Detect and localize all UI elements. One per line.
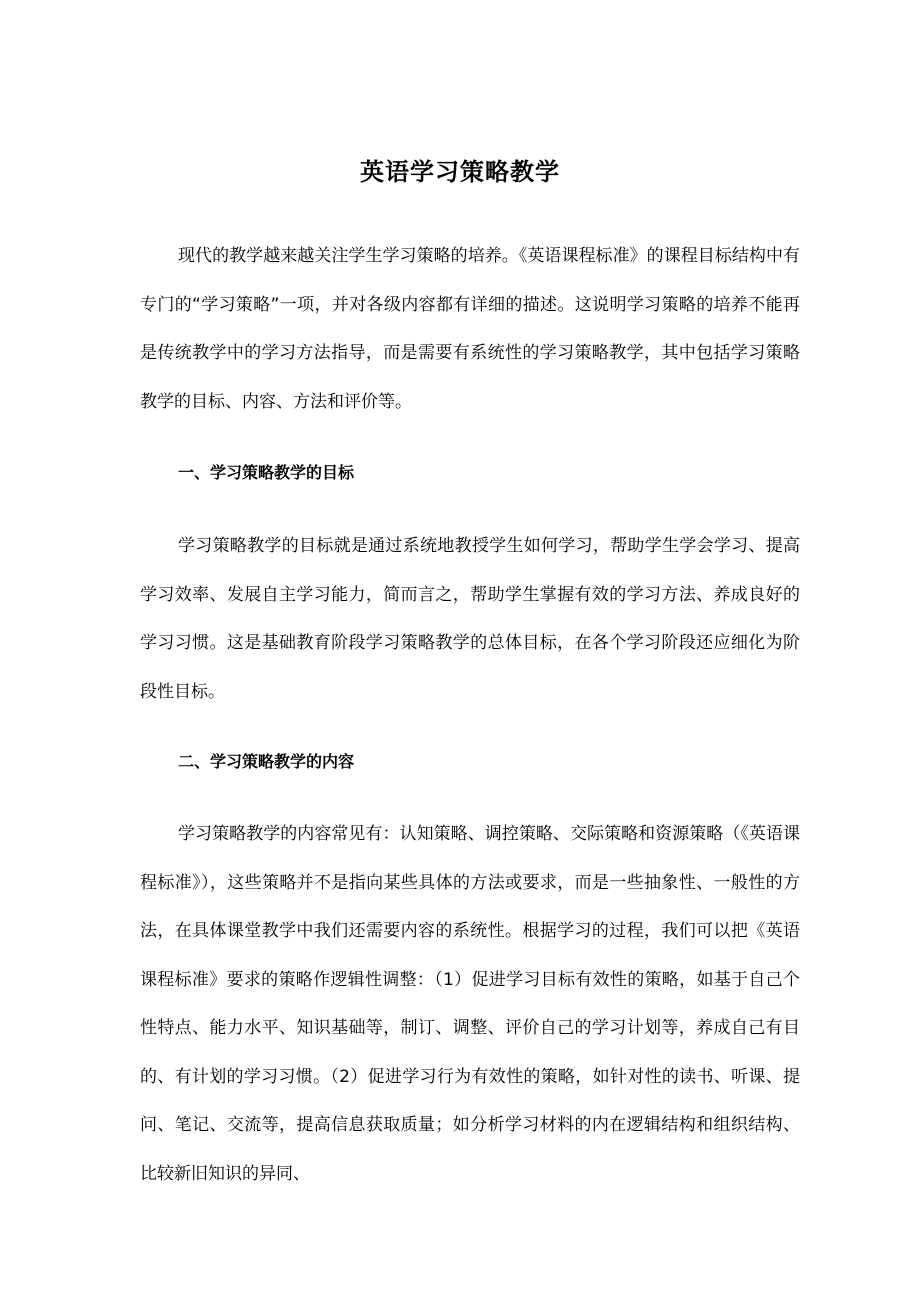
document-title: 英语学习策略教学 bbox=[360, 158, 560, 186]
section-heading-content: 二、学习策略教学的内容 bbox=[178, 752, 355, 771]
content-paragraph: 学习策略教学的内容常见有：认知策略、调控策略、交际策略和资源策略（《英语课程标准》），这些策略并不是指向某些具体的方法或要求，而是一些抽象性、一般性的方法，在具体课堂教学中我们还需要内容的系统性。根据学习的过程，我们可以把《英语课程标准》要求的策略作逻辑性调整：（1）促进学习目标有效性的策略，如基于自己个性特点、能力水平、知识基础等，制订、调整、评价自己的学习计划等，养成自己有目的、有计划的学习习惯。（2）促进学习行为有效性的策略，如针对性的读书、听课、提问、笔记、交流等，提高信息获取质量；如分析学习材料的内在逻辑结构和组织结构、比较新旧知识的异同、 bbox=[140, 824, 800, 1184]
section-heading-goals: 一、学习策略教学的目标 bbox=[178, 463, 355, 482]
goals-paragraph: 学习策略教学的目标就是通过系统地教授学生如何学习，帮助学生学会学习、提高学习效率、发展自主学习能力，简而言之，帮助学生掌握有效的学习方法、养成良好的学习习惯。这是基础教育阶段学习策略教学的总体目标，在各个学习阶段还应细化为阶段性目标。 bbox=[140, 536, 800, 702]
intro-paragraph: 现代的教学越来越关注学生学习策略的培养。《英语课程标准》的课程目标结构中有专门的“学习策略”一项，并对各级内容都有详细的描述。这说明学习策略的培养不能再是传统教学中的学习方法指导，而是需要有系统性的学习策略教学，其中包括学习策略教学的目标、内容、方法和评价等。 bbox=[140, 246, 800, 412]
